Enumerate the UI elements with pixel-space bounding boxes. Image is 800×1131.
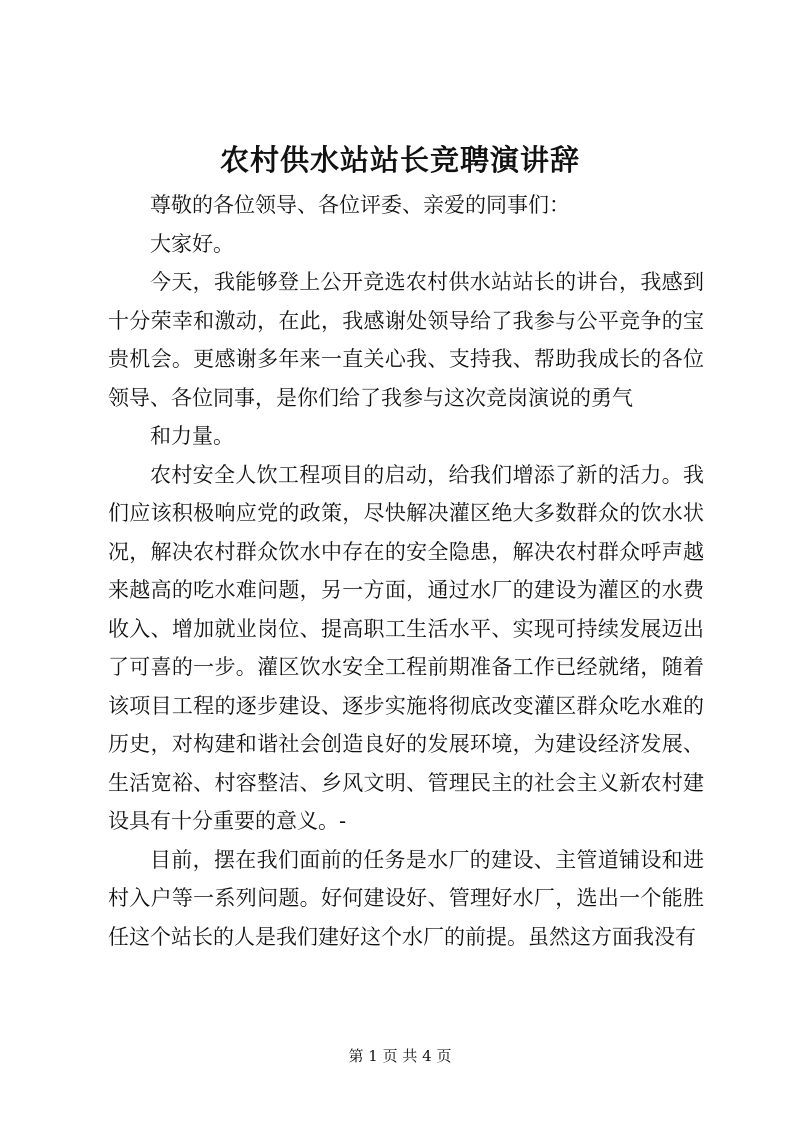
greeting-paragraph: 尊敬的各位领导、各位评委、亲爱的同事们：	[150, 193, 570, 217]
document-title: 农村供水站站长竞聘演讲辞	[219, 143, 580, 177]
page-number-footer: 第 1 页 共 4 页	[348, 1047, 452, 1065]
body-paragraph: 和力量。	[150, 424, 234, 448]
document-body	[108, 186, 704, 956]
body-paragraph: 目前，摆在我们面前的任务是水厂的建设、主管道铺设和进村入户等一系列问题。好何建设好、管理好水厂，选出一个能胜任这个站长的人是我们建好这个水厂的前提。虽然这方面我没有	[108, 847, 704, 949]
salutation-paragraph: 大家好。	[150, 231, 234, 256]
body-paragraph: 农村安全人饮工程项目的启动，给我们增添了新的活力。我们应该积极响应党的政策，尽快解决灌区绝大多数群众的饮水状况，解决农村群众饮水中存在的安全隐患，解决农村群众呼声越来越高的吃水难问题，另一方面，通过水厂的建设为灌区的水费收入、增加就业岗位、提高职工生活水平、实现可持续发展迈出了可喜的一步。灌区饮水安全工程前期准备工作已经就绪，随着该项目工程的逐步建设、逐步实施将彻底改变灌区群众吃水难的历史，对构建和谐社会创造良好的发展环境，为建设经济发展、生活宽裕、村容整洁、乡风文明、管理民主的社会主义新农村建设具有十分重要的意义。-	[108, 462, 704, 833]
body-paragraph: 今天，我能够登上公开竞选农村供水站站长的讲台，我感到十分荣幸和激动，在此，我感谢处领导给了我参与公平竞争的宝贵机会。更感谢多年来一直关心我、支持我、帮助我成长的各位领导、各位同事，是你们给了我参与这次竞岗演说的勇气	[108, 270, 704, 410]
